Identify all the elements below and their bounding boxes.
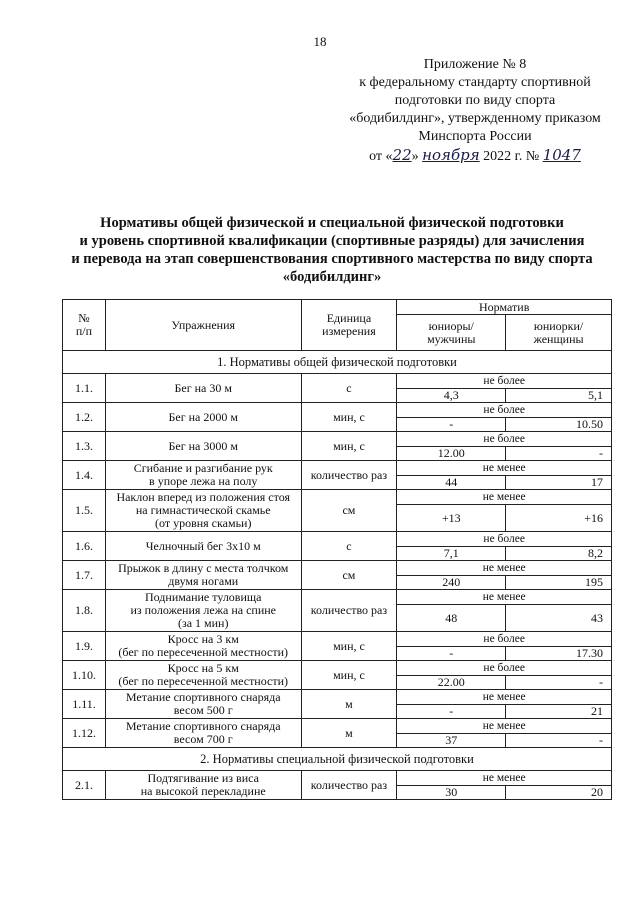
row-comparator: не менее <box>397 771 612 786</box>
row-number: 1.8. <box>63 590 106 632</box>
row-number: 1.11. <box>63 690 106 719</box>
table-row <box>63 719 612 734</box>
row-unit: количество раз <box>301 461 397 490</box>
section-1-header-title: 1. Нормативы общей физической подготовки <box>63 351 612 374</box>
table-row <box>63 490 612 505</box>
appendix-line-5: Минспорта России <box>418 129 532 144</box>
appendix-line-4: «бодибилдинг», утвержденному приказом <box>349 111 601 126</box>
table-row <box>63 690 612 705</box>
row-comparator: не более <box>397 432 612 447</box>
appendix-line-1: Приложение № 8 <box>423 57 527 72</box>
value-male: 240 <box>397 576 506 590</box>
appendix-line-2: к федеральному стандарту спортивной <box>359 75 591 90</box>
row-comparator: не более <box>397 661 612 676</box>
row-exercise: Бег на 2000 м <box>105 403 301 432</box>
row-number: 1.7. <box>63 561 106 590</box>
row-number: 1.2. <box>63 403 106 432</box>
value-male: 4,3 <box>397 389 506 403</box>
table-row <box>63 403 612 418</box>
row-number: 1.9. <box>63 632 106 661</box>
table-row <box>63 632 612 647</box>
header-norm: Норматив <box>397 300 612 315</box>
table-row <box>63 771 612 786</box>
row-number: 1.6. <box>63 532 106 561</box>
row-number: 1.5. <box>63 490 106 532</box>
row-number: 1.12. <box>63 719 106 748</box>
value-male: 22.00 <box>397 676 506 690</box>
row-unit: мин, с <box>301 432 397 461</box>
table-row <box>63 590 612 605</box>
value-female: 20 <box>506 786 612 800</box>
table-row <box>63 461 612 476</box>
section-1-header <box>63 351 612 374</box>
row-unit: мин, с <box>301 403 397 432</box>
row-comparator: не более <box>397 532 612 547</box>
row-exercise: Прыжок в длину с места толчком двумя ногами <box>105 561 301 590</box>
header-num: № п/п <box>63 300 106 351</box>
row-number: 2.1. <box>63 771 106 800</box>
date-prefix: от « <box>369 149 393 164</box>
row-exercise: Наклон вперед из положения стоя на гимнастической скамье (от уровня скамьи) <box>105 490 301 532</box>
row-exercise: Челночный бег 3х10 м <box>105 532 301 561</box>
value-female: 8,2 <box>506 547 612 561</box>
title-line-4: «бодибилдинг» <box>282 269 382 285</box>
row-unit: мин, с <box>301 661 397 690</box>
document-title <box>40 214 624 286</box>
table-row <box>63 661 612 676</box>
date-month: ноября <box>422 146 480 164</box>
order-number: 1047 <box>542 146 581 164</box>
value-female: 5,1 <box>506 389 612 403</box>
table-row <box>63 532 612 547</box>
standards-table <box>62 299 612 800</box>
value-female: 17 <box>506 476 612 490</box>
title-line-1: Нормативы общей физической и специальной физической подготовки <box>100 215 564 231</box>
row-unit: количество раз <box>301 771 397 800</box>
table-row <box>63 561 612 576</box>
header-female: юниорки/ женщины <box>506 315 612 351</box>
row-exercise: Кросс на 5 км (бег по пересеченной местности) <box>105 661 301 690</box>
value-male: 7,1 <box>397 547 506 561</box>
title-line-3: и перевода на этап совершенствования спортивного мастерства по виду спорта <box>71 251 593 267</box>
row-number: 1.1. <box>63 374 106 403</box>
title-line-2: и уровень спортивной квалификации (спортивные разряды) для зачисления <box>79 233 585 249</box>
value-female: 43 <box>506 605 612 632</box>
value-female: - <box>506 447 612 461</box>
row-unit: см <box>301 561 397 590</box>
row-comparator: не более <box>397 403 612 418</box>
section-2-header <box>63 748 612 771</box>
row-comparator: не более <box>397 632 612 647</box>
value-male: +13 <box>397 505 506 532</box>
page-number: 18 <box>313 34 327 49</box>
value-female: 17.30 <box>506 647 612 661</box>
header-male: юниоры/ мужчины <box>397 315 506 351</box>
row-exercise: Поднимание туловища из положения лежа на спине (за 1 мин) <box>105 590 301 632</box>
value-female: 10.50 <box>506 418 612 432</box>
row-exercise: Метание спортивного снаряда весом 500 г <box>105 690 301 719</box>
row-exercise: Подтягивание из виса на высокой перекладине <box>105 771 301 800</box>
row-unit: м <box>301 690 397 719</box>
value-male: 37 <box>397 734 506 748</box>
row-exercise: Кросс на 3 км (бег по пересеченной местности) <box>105 632 301 661</box>
row-comparator: не менее <box>397 561 612 576</box>
row-comparator: не менее <box>397 461 612 476</box>
value-male: - <box>397 418 506 432</box>
table-row <box>63 432 612 447</box>
header-unit: Единица измерения <box>301 300 397 351</box>
value-female: +16 <box>506 505 612 532</box>
value-male: 12.00 <box>397 447 506 461</box>
row-comparator: не более <box>397 374 612 389</box>
value-male: - <box>397 647 506 661</box>
appendix-block <box>330 56 620 166</box>
header-exercise: Упражнения <box>105 300 301 351</box>
row-exercise: Метание спортивного снаряда весом 700 г <box>105 719 301 748</box>
row-number: 1.3. <box>63 432 106 461</box>
value-male: - <box>397 705 506 719</box>
value-male: 44 <box>397 476 506 490</box>
row-unit: м <box>301 719 397 748</box>
section-2-header-title: 2. Нормативы специальной физической подготовки <box>63 748 612 771</box>
row-number: 1.10. <box>63 661 106 690</box>
value-female: 195 <box>506 576 612 590</box>
row-exercise: Бег на 3000 м <box>105 432 301 461</box>
value-female: - <box>506 734 612 748</box>
appendix-date-line <box>330 146 620 166</box>
row-unit: мин, с <box>301 632 397 661</box>
value-male: 48 <box>397 605 506 632</box>
row-exercise: Сгибание и разгибание рук в упоре лежа на полу <box>105 461 301 490</box>
row-comparator: не менее <box>397 590 612 605</box>
row-exercise: Бег на 30 м <box>105 374 301 403</box>
date-mid: » <box>411 149 419 164</box>
row-comparator: не менее <box>397 490 612 505</box>
row-unit: с <box>301 532 397 561</box>
date-year: 2022 г. № <box>479 149 543 164</box>
row-comparator: не менее <box>397 719 612 734</box>
row-unit: см <box>301 490 397 532</box>
value-male: 30 <box>397 786 506 800</box>
row-unit: количество раз <box>301 590 397 632</box>
row-unit: с <box>301 374 397 403</box>
table-row <box>63 374 612 389</box>
value-female: - <box>506 676 612 690</box>
appendix-line-3: подготовки по виду спорта <box>394 93 556 108</box>
row-number: 1.4. <box>63 461 106 490</box>
date-day: 22 <box>392 146 412 164</box>
value-female: 21 <box>506 705 612 719</box>
row-comparator: не менее <box>397 690 612 705</box>
